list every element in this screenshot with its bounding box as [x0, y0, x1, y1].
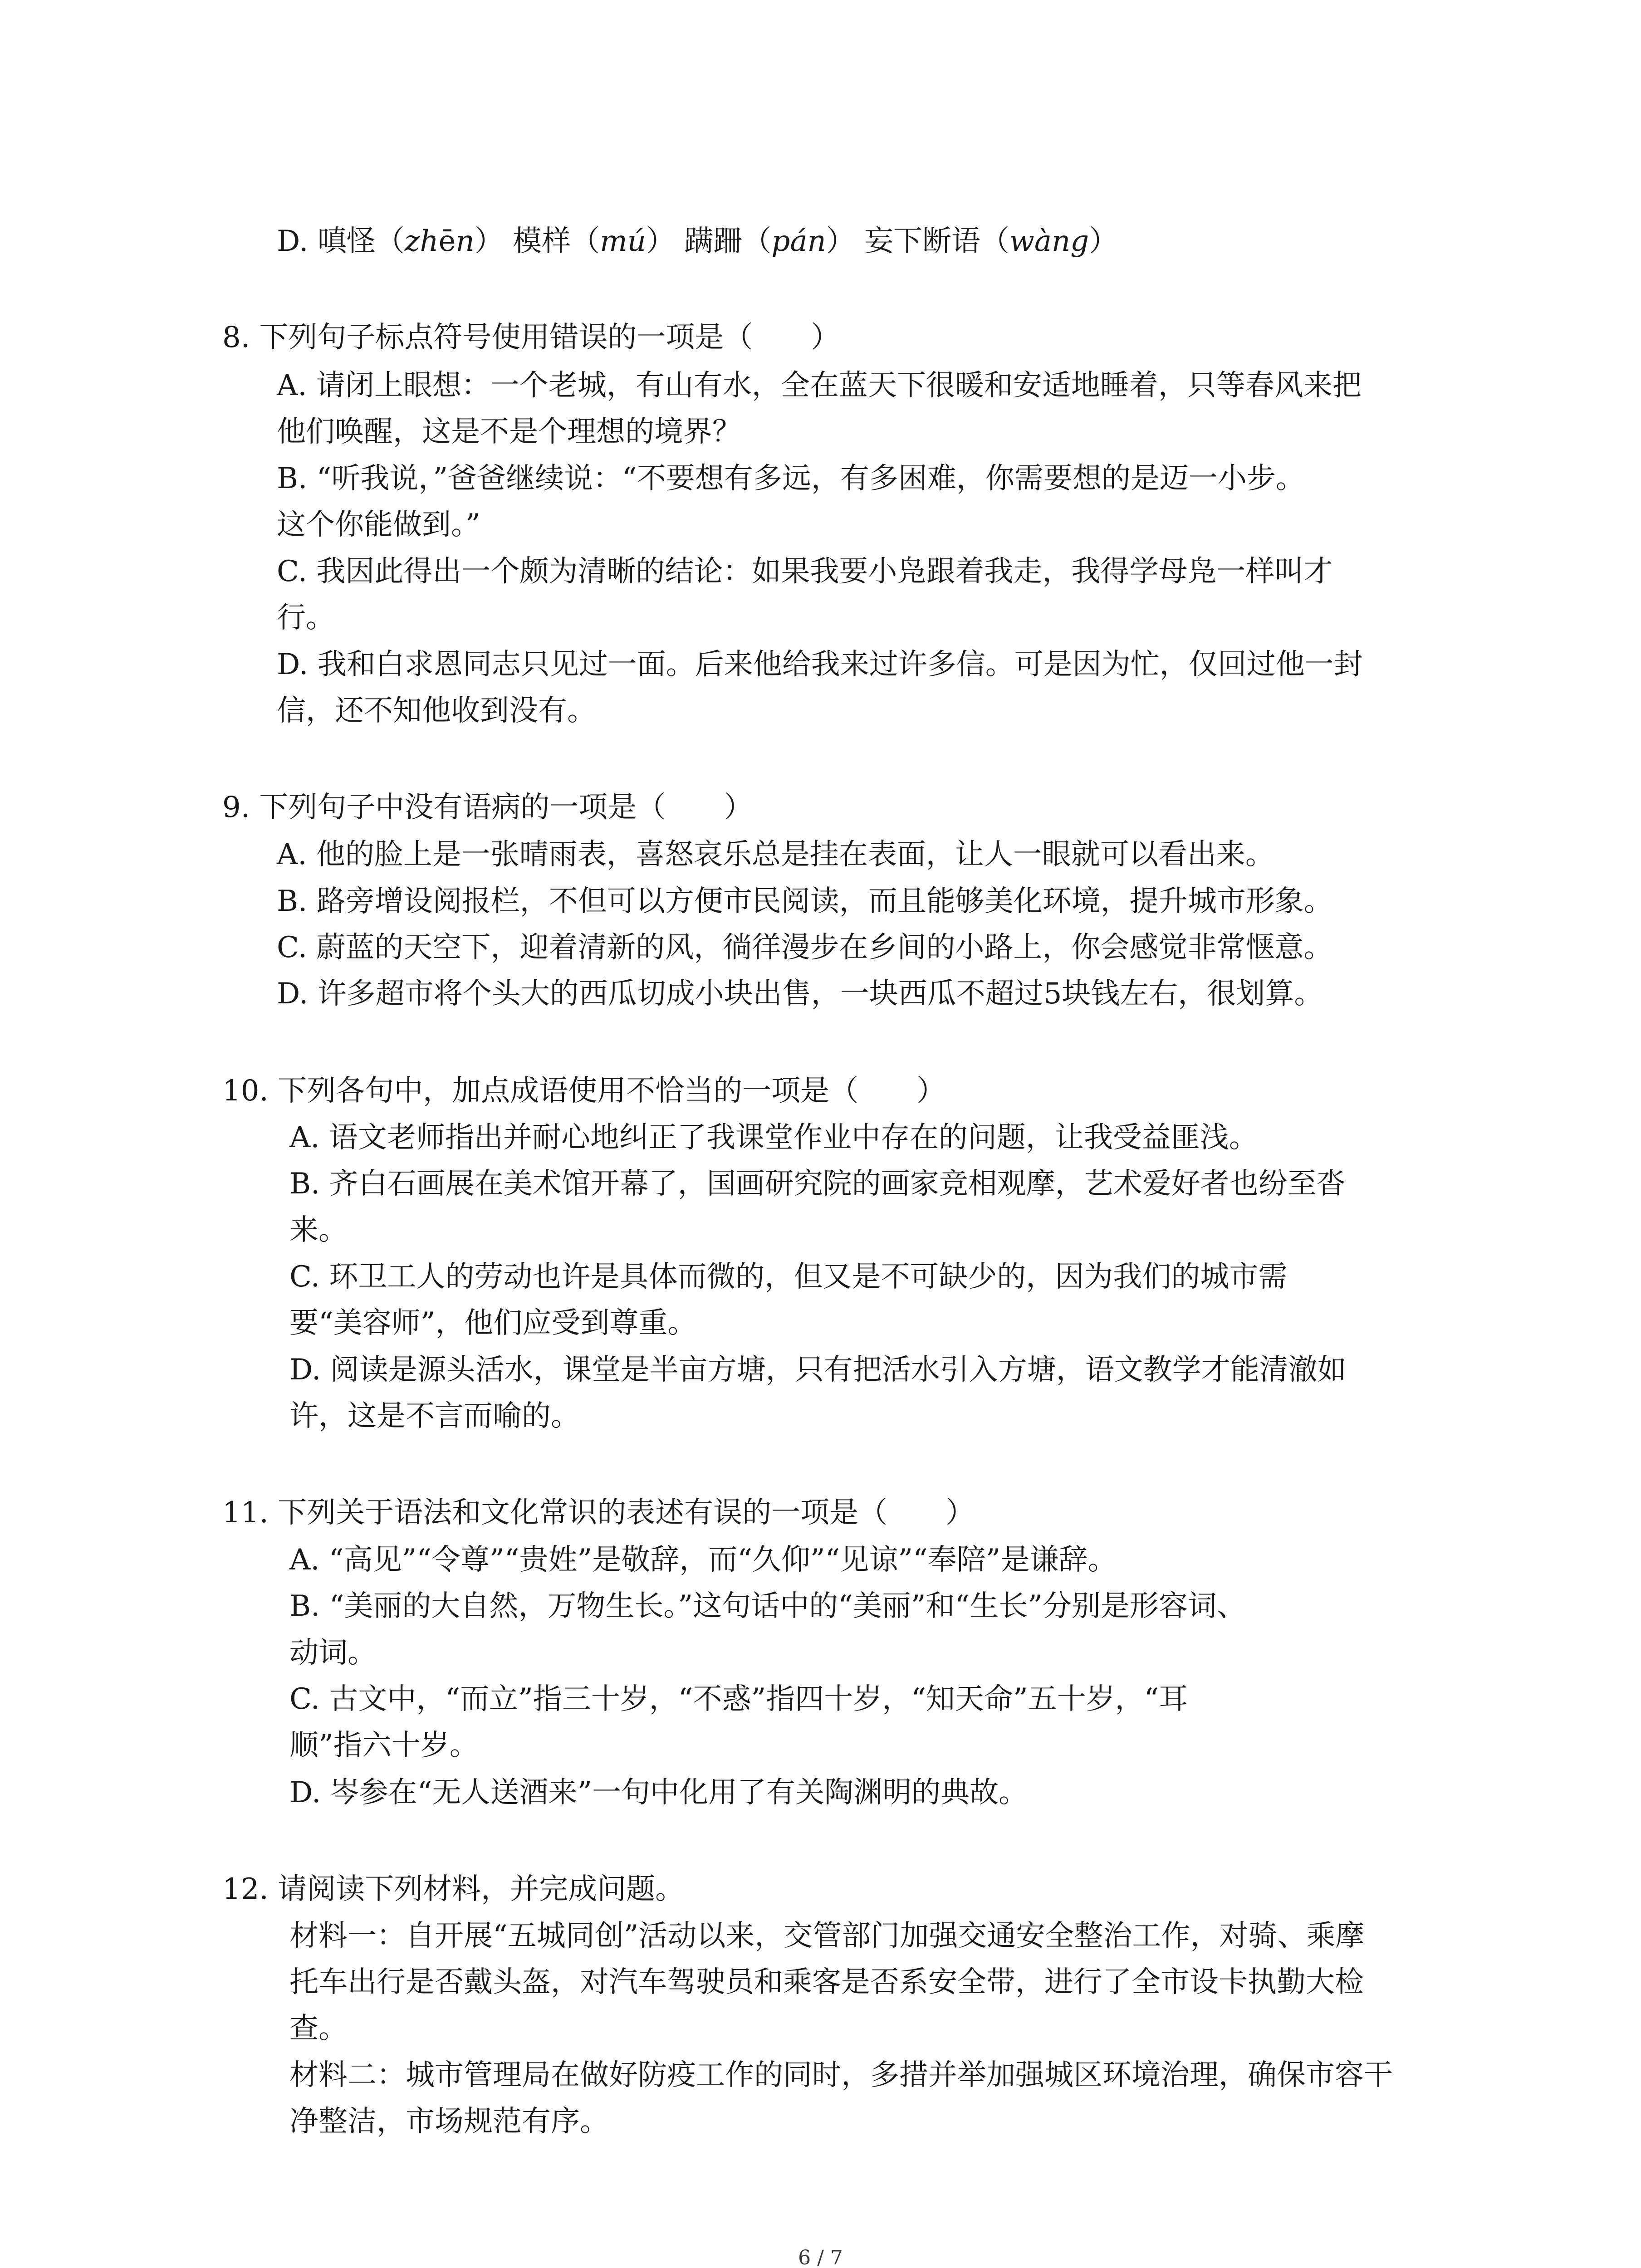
q8-option-b-line2: 这个你能做到。” [277, 508, 480, 542]
q10-option-b-line1: B. 齐白石画展在美术馆开幕了，国画研究院的画家竞相观摩，艺术爱好者也纷至沓 [289, 1167, 1346, 1201]
q10-option-c-line1: C. 环卫工人的劳动也许是具体而微的，但又是不可缺少的，因为我们的城市需 [289, 1260, 1288, 1294]
q10-stem: 10. 下列各句中，加点成语使用不恰当的一项是（ ） [222, 1074, 946, 1108]
q8-option-a-line1: A. 请闭上眼想：一个老城，有山有水，全在蓝天下很暖和安适地睡着，只等春风来把 [277, 369, 1362, 402]
q10-option-d-line2: 许，这是不言而喻的。 [289, 1399, 580, 1433]
q9-option-b: B. 路旁增设阅报栏，不但可以方便市民阅读，而且能够美化环境，提升城市形象。 [277, 885, 1333, 918]
q12-material2-line1: 材料二：城市管理局在做好防疫工作的同时，多措并举加强城区环境治理，确保市容干 [289, 2058, 1393, 2092]
q10-option-d-line1: D. 阅读是源头活水，课堂是半亩方塘，只有把活水引入方塘，语文教学才能清澈如 [289, 1353, 1347, 1387]
q8-option-d-line2: 信，还不知他收到没有。 [277, 694, 596, 728]
q8-option-b-line1: B. “听我说，”爸爸继续说：“不要想有多远，有多困难，你需要想的是迈一小步。 [277, 462, 1305, 495]
q11-option-d: D. 岑参在“无人送酒来”一句中化用了有关陶渊明的典故。 [289, 1776, 1028, 1809]
q12-material2-line2: 净整洁，市场规范有序。 [289, 2105, 609, 2138]
q9-option-c: C. 蔚蓝的天空下，迎着清新的风，徜徉漫步在乡间的小路上，你会感觉非常惬意。 [277, 931, 1333, 964]
q8-stem: 8. 下列句子标点符号使用错误的一项是（ ） [222, 321, 840, 354]
q11-stem: 11. 下列关于语法和文化常识的表述有误的一项是（ ） [222, 1496, 975, 1530]
q10-option-b-line2: 来。 [289, 1213, 348, 1247]
q11-option-c-line1: C. 古文中，“而立”指三十岁，“不惑”指四十岁，“知天命”五十岁，“耳 [289, 1682, 1188, 1716]
q11-option-b-line2: 动词。 [289, 1636, 377, 1670]
q9-option-a: A. 他的脸上是一张晴雨表，喜怒哀乐总是挂在表面，让人一眼就可以看出来。 [277, 838, 1274, 871]
q9-option-d: D. 许多超市将个头大的西瓜切成小块出售，一块西瓜不超过5块钱左右，很划算。 [277, 977, 1323, 1011]
q8-option-c-line2: 行。 [277, 601, 335, 635]
q9-stem: 9. 下列句子中没有语病的一项是（ ） [222, 791, 753, 824]
q11-option-a: A. “高见”“令尊”“贵姓”是敬辞，而“久仰”“见谅”“奉陪”是谦辞。 [289, 1543, 1117, 1577]
q11-option-c-line2: 顺”指六十岁。 [289, 1729, 479, 1762]
q12-material1-line3: 查。 [289, 2012, 348, 2045]
q11-option-b-line1: B. “美丽的大自然，万物生长。”这句话中的“美丽”和“生长”分别是形容词、 [289, 1589, 1246, 1623]
q8-option-c-line1: C. 我因此得出一个颇为清晰的结论：如果我要小凫跟着我走，我得学母凫一样叫才 [277, 555, 1333, 588]
q8-option-d-line1: D. 我和白求恩同志只见过一面。后来他给我来过许多信。可是因为忙，仅回过他一封 [277, 648, 1363, 681]
q12-material1-line2: 托车出行是否戴头盔，对汽车驾驶员和乘客是否系安全带，进行了全市设卡执勤大检 [289, 1965, 1364, 1999]
q7-option-d: D. 嗔怪（zhēn） 模样（mú） 蹒跚（pán） 妄下断语（wàng） [277, 225, 1118, 258]
q12-material1-line1: 材料一：自开展“五城同创”活动以来，交管部门加强交通安全整治工作，对骑、乘摩 [289, 1919, 1365, 1953]
q12-stem: 12. 请阅读下列材料，并完成问题。 [222, 1872, 685, 1906]
q8-option-a-line2: 他们唤醒，这是不是个理想的境界？ [277, 415, 741, 449]
q10-option-c-line2: 要“美容师”，他们应受到尊重。 [289, 1306, 697, 1340]
page-number: 6 / 7 [798, 2246, 843, 2268]
q10-option-a: A. 语文老师指出并耐心地纠正了我课堂作业中存在的问题，让我受益匪浅。 [289, 1121, 1258, 1154]
